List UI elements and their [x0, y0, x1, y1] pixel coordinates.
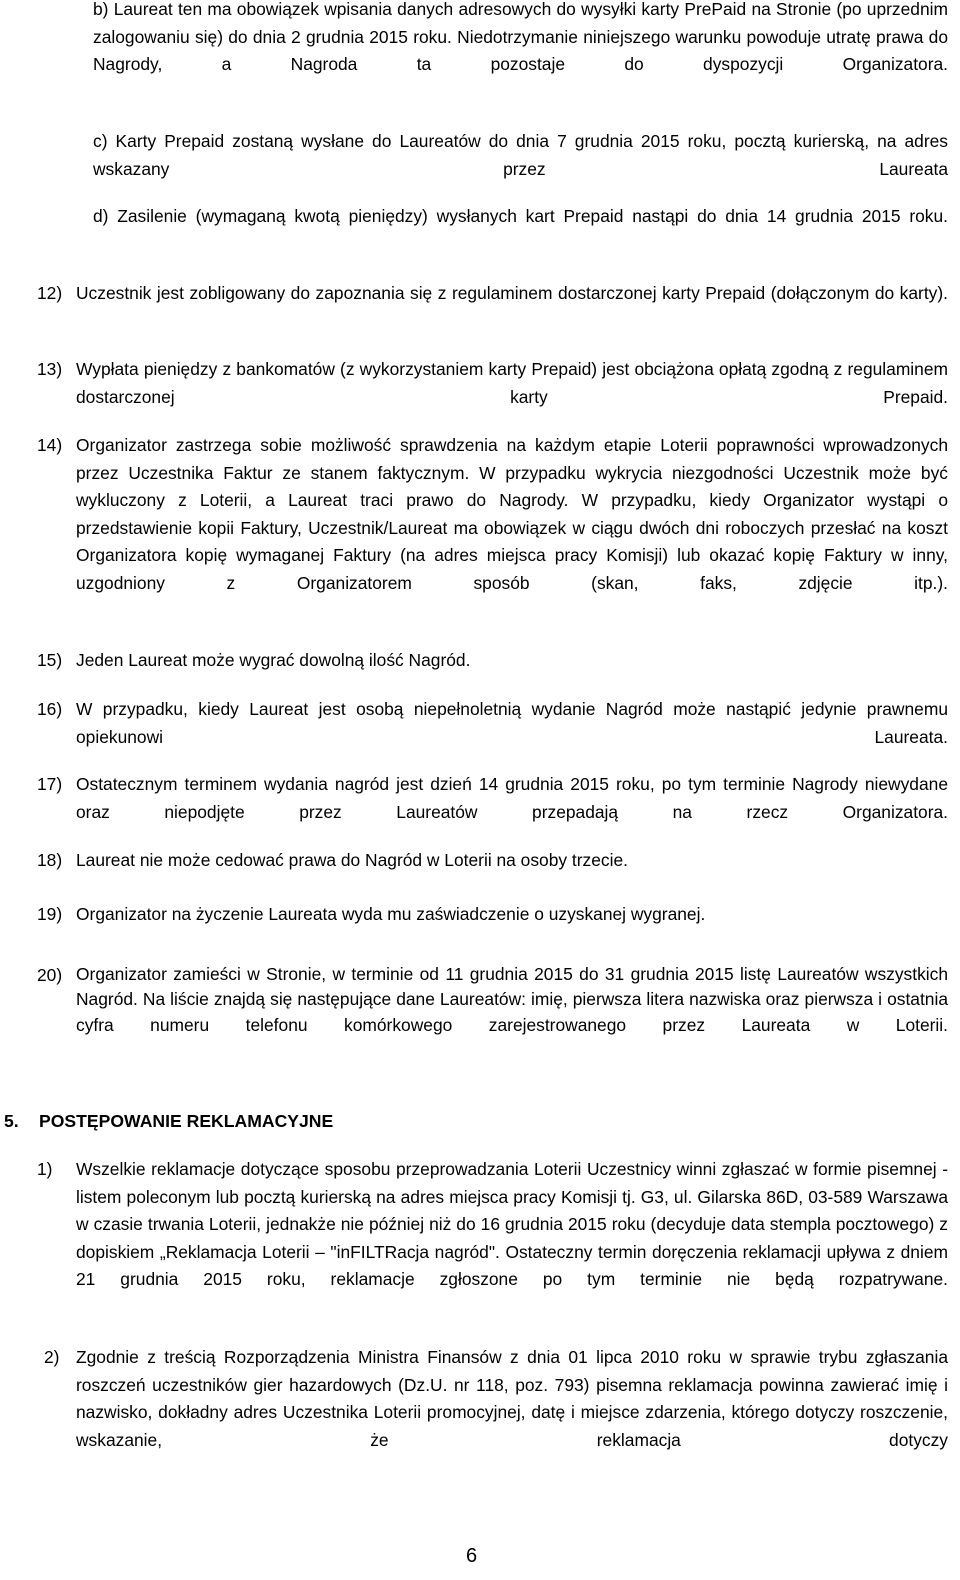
point-15-text: Jeden Laureat może wygrać dowolną ilość Nagród.: [76, 650, 471, 670]
point-18-number: 18): [37, 850, 63, 870]
point-20-number: 20): [37, 965, 63, 985]
point-14-number: 14): [37, 435, 63, 455]
point-13-number: 13): [37, 359, 63, 379]
point-19-number: 19): [37, 904, 63, 924]
item-c: c) Karty Prepaid zostaną wysłane do Laureatów do dnia 7 grudnia 2015 roku, pocztą kurierską, na adres wskazany przez Laureata: [93, 131, 948, 179]
point-15-number: 15): [37, 650, 63, 670]
point-13-text: Wypłata pieniędzy z bankomatów (z wykorzystaniem karty Prepaid) jest obciążona opłatą zgodną z regulaminem dostarczonej karty Prepaid.: [76, 359, 948, 407]
point-12-number: 12): [37, 283, 63, 303]
point-18-text: Laureat nie może cedować prawa do Nagród w Loterii na osoby trzecie.: [76, 850, 628, 870]
claim-2-number: 2): [44, 1347, 60, 1367]
page-number: 6: [466, 1545, 478, 1567]
point-19-text: Organizator na życzenie Laureata wyda mu zaświadczenie o uzyskanej wygranej.: [76, 904, 706, 924]
item-b: b) Laureat ten ma obowiązek wpisania danych adresowych do wysyłki karty PrePaid na Stronie (po uprzednim zalogowaniu się) do dnia 2 grudnia 2015 roku. Niedotrzymanie niniejszego warunku powoduje utratę prawa do Nagrody, a Nagroda ta pozostaje do dyspozycji Organizatora.: [93, 0, 948, 75]
point-12-text: Uczestnik jest zobligowany do zapoznania się z regulaminem dostarczonej karty Prepaid (dołączonym do karty).: [76, 283, 948, 303]
point-17-text: Ostatecznym terminem wydania nagród jest dzień 14 grudnia 2015 roku, po tym terminie Nagrody niewydane oraz niepodjęte przez Laureatów przepadają na rzecz Organizatora.: [76, 774, 948, 822]
point-17-number: 17): [37, 774, 63, 794]
claim-2-text: Zgodnie z treścią Rozporządzenia Ministra Finansów z dnia 01 lipca 2010 roku w sprawie trybu zgłaszania roszczeń uczestników gier hazardowych (Dz.U. nr 118, poz. 793) pisemna reklamacja powinna zawierać imię i nazwisko, dokładny adres Uczestnika Loterii promocyjnej, datę i miejsce zdarzenia, którego dotyczy roszczenie, wskazanie, że reklamacja dotyczy: [76, 1347, 948, 1450]
claim-1-text: Wszelkie reklamacje dotyczące sposobu przeprowadzania Loterii Uczestnicy winni zgłaszać w formie pisemnej - listem poleconym lub pocztą kurierską na adres miejsca pracy Komisji tj. G3, ul. Gilarska 86D, 03-589 Warszawa w czasie trwania Loterii, jednakże nie później niż do 16 grudnia 2015 roku (decyduje data stempla pocztowego) z dopiskiem „Reklamacja Loterii – "inFILTRacja nagród". Ostateczny termin doręczenia reklamacji upływa z dniem 21 grudnia 2015 roku, reklamacje zgłoszone po tym terminie nie będą rozpatrywane.: [76, 1159, 948, 1290]
point-16-number: 16): [37, 699, 63, 719]
section-title: POSTĘPOWANIE REKLAMACYJNE: [39, 1111, 334, 1131]
point-14-text: Organizator zastrzega sobie możliwość sprawdzenia na każdym etapie Loterii poprawności wprowadzonych przez Uczestnika Faktur ze stanem faktycznym. W przypadku wykrycia niezgodności Uczestnik może być wykluczony z Loterii, a Laureat traci prawo do Nagrody. W przypadku, kiedy Organizator wystąpi o przedstawienie kopii Faktury, Uczestnik/Laureat ma obowiązek w ciągu dwóch dni roboczych przesłać na koszt Organizatora kopię wymaganej Faktury (na adres miejsca pracy Komisji) lub okazać kopię Faktury w inny, uzgodniony z Organizatorem sposób (skan, faks, zdjęcie itp.).: [76, 435, 948, 593]
section-number: 5.: [4, 1111, 19, 1131]
item-d: d) Zasilenie (wymaganą kwotą pieniędzy) wysłanych kart Prepaid nastąpi do dnia 14 grudnia 2015 roku.: [93, 206, 948, 226]
point-16-text: W przypadku, kiedy Laureat jest osobą niepełnoletnią wydanie Nagród może nastąpić jedynie prawnemu opiekunowi Laureata.: [76, 699, 948, 747]
point-20-text: Organizator zamieści w Stronie, w terminie od 11 grudnia 2015 do 31 grudnia 2015 listę Laureatów wszystkich Nagród. Na liście znajdą się następujące dane Laureatów: imię, pierwsza litera nazwiska oraz pierwsza i ostatnia cyfra numeru telefonu komórkowego zarejestrowanego przez Laureata w Loterii.: [76, 964, 948, 1035]
claim-1-number: 1): [37, 1159, 53, 1179]
